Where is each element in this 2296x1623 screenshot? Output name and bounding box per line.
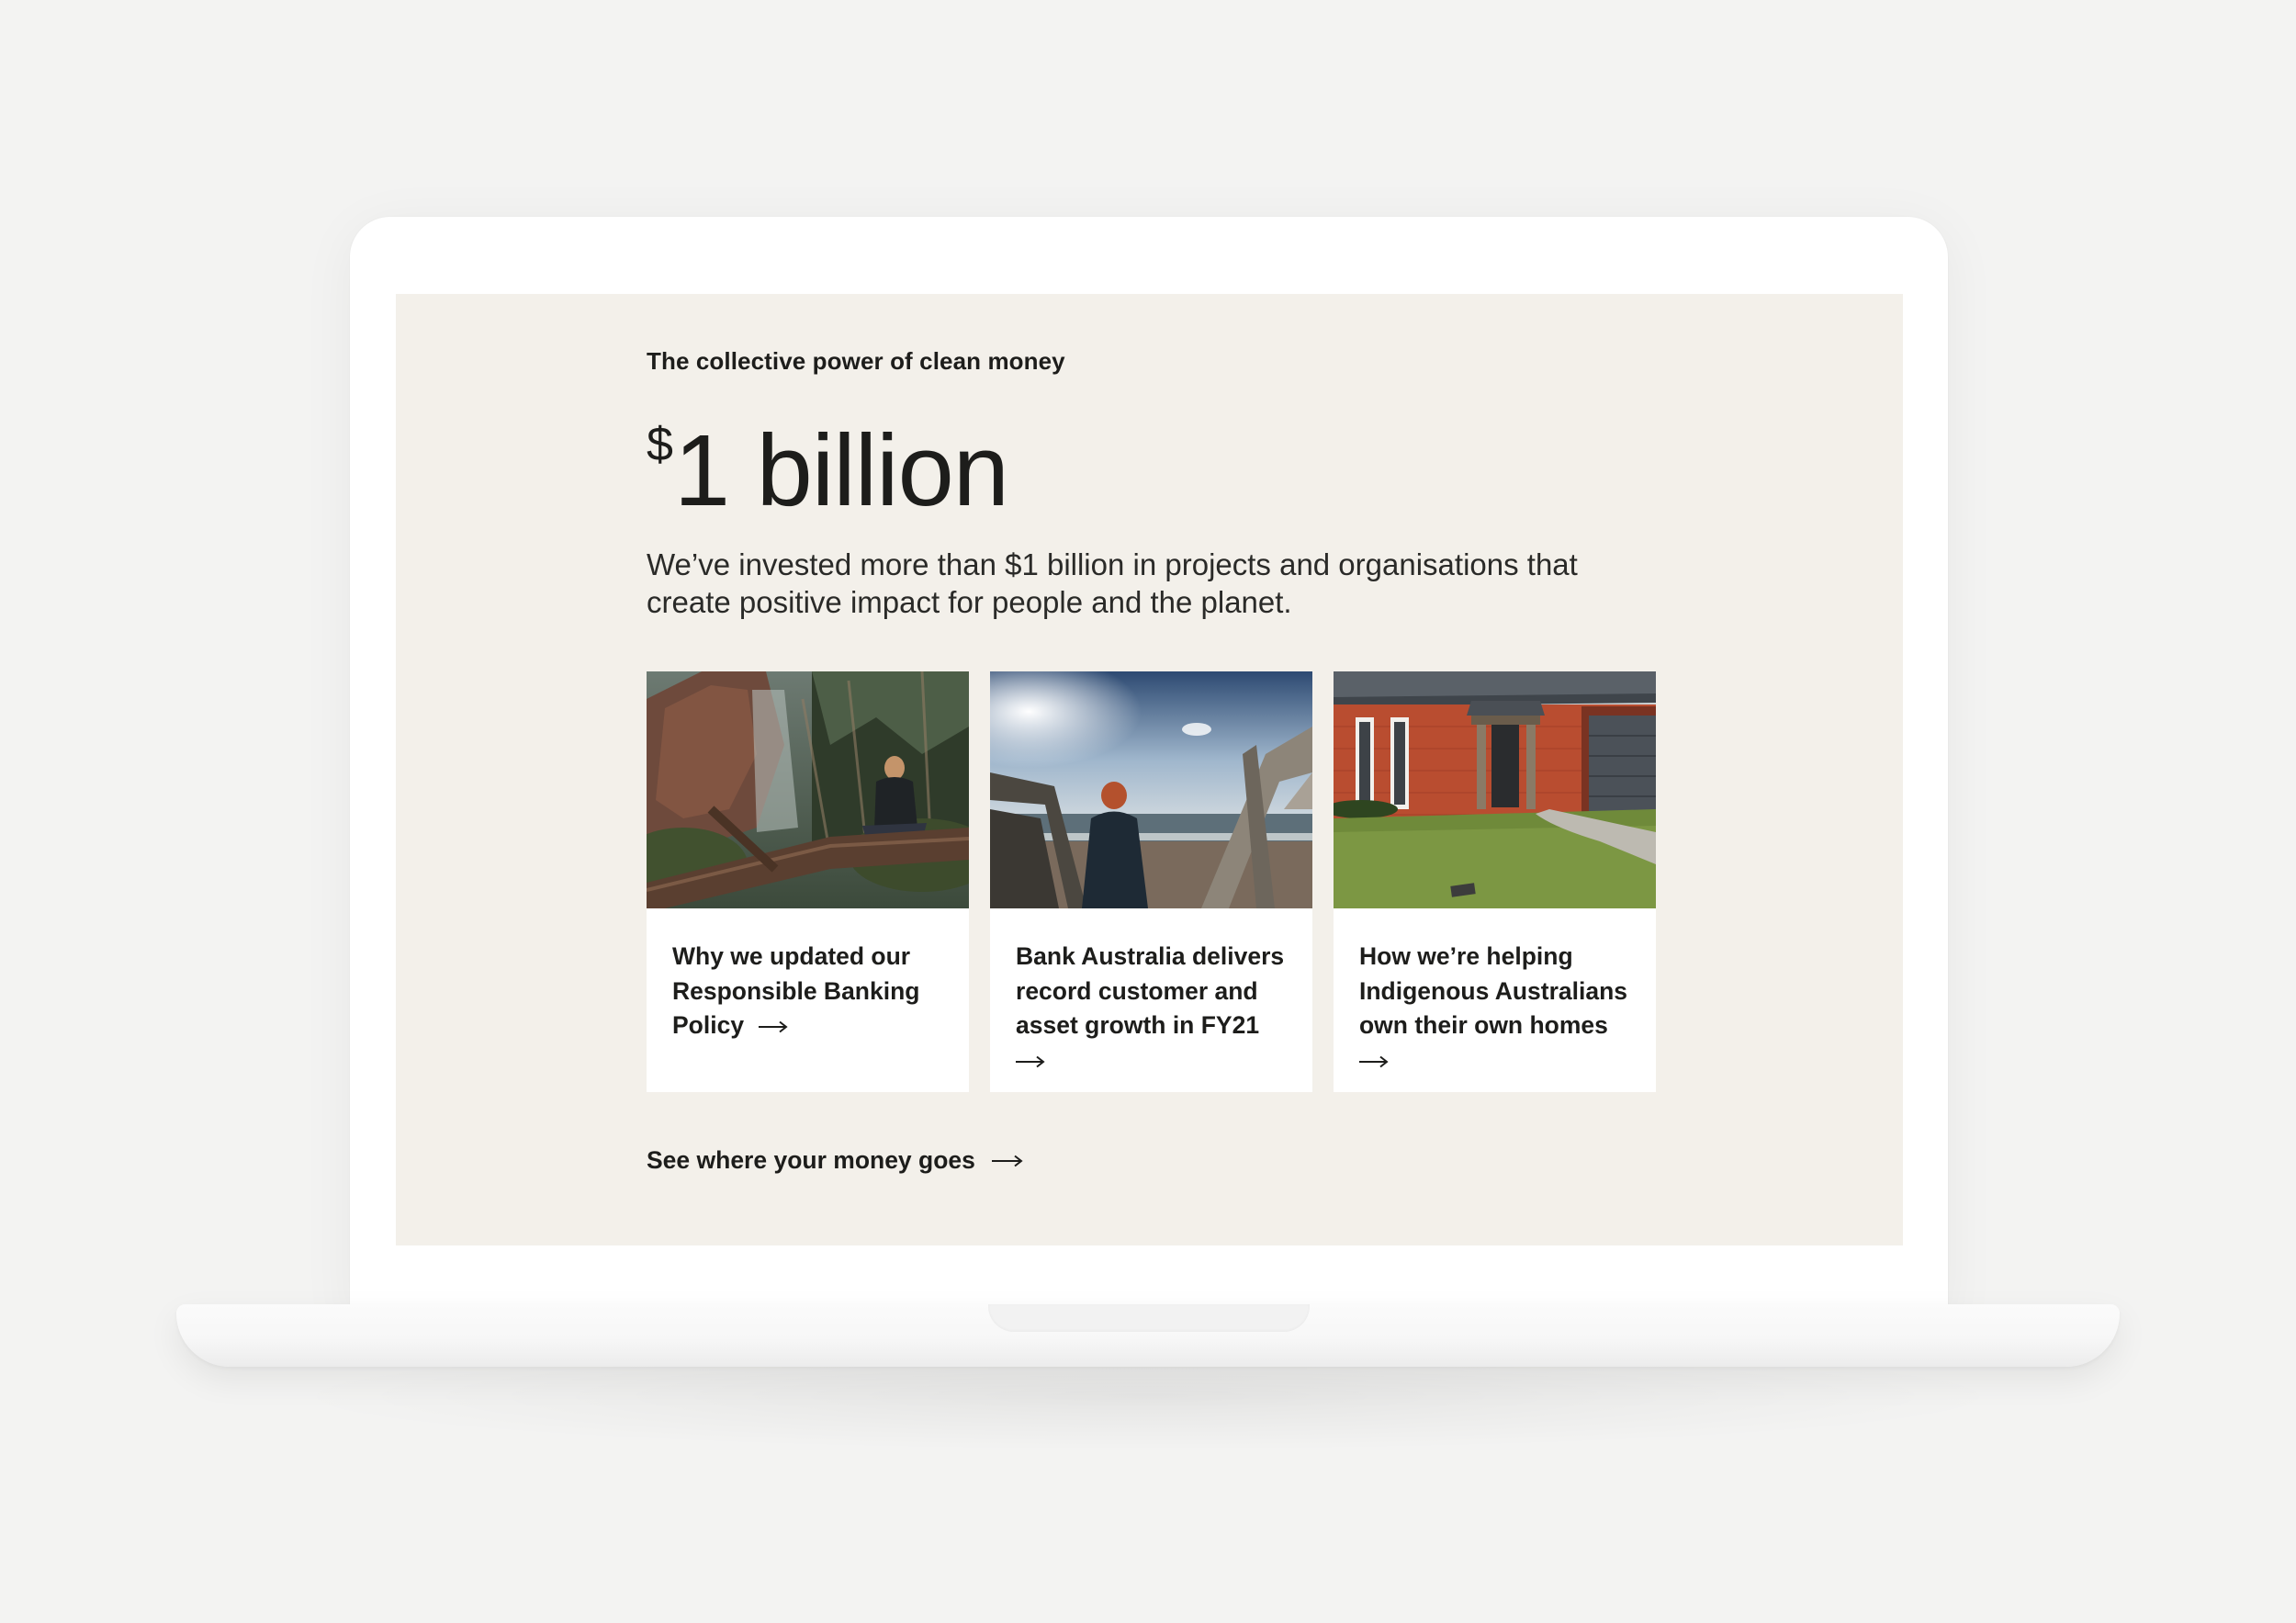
laptop-notch	[988, 1304, 1310, 1332]
card-title	[1359, 940, 1635, 1077]
card-image-beach	[990, 671, 1312, 908]
card-image-waterfall	[647, 671, 969, 908]
stat-currency-symbol: $	[647, 418, 672, 471]
card-title	[672, 940, 948, 1043]
card-title-text: Bank Australia delivers record customer and asset growth in FY21	[1016, 942, 1285, 1039]
cta-label: See where your money goes	[647, 1146, 975, 1174]
lead-paragraph: We’ve invested more than $1 billion in projects and organisations that create positive impact for people and the planet.	[647, 547, 1578, 619]
section-eyebrow: The collective power of clean money	[647, 347, 1065, 375]
arrow-right-icon	[1359, 1055, 1389, 1068]
story-card-responsible-banking[interactable]	[647, 671, 969, 1092]
story-card-fy21-growth[interactable]	[990, 671, 1312, 1092]
card-title-text: How we’re helping Indigenous Australians own their own homes	[1359, 942, 1628, 1039]
arrow-right-icon	[759, 1020, 788, 1033]
arrow-right-icon	[992, 1155, 1023, 1167]
stat-value: 1 billion	[673, 414, 1008, 527]
laptop-screen	[396, 294, 1903, 1245]
see-where-your-money-goes-link[interactable]	[647, 1146, 1023, 1175]
card-title-text: Why we updated our Responsible Banking Policy	[672, 942, 920, 1039]
arrow-right-icon	[1016, 1055, 1045, 1068]
card-title	[1016, 940, 1291, 1077]
story-cards	[647, 671, 1657, 1092]
big-stat	[647, 414, 1008, 527]
card-image-house	[1334, 671, 1656, 908]
story-card-indigenous-home-ownership[interactable]	[1334, 671, 1656, 1092]
